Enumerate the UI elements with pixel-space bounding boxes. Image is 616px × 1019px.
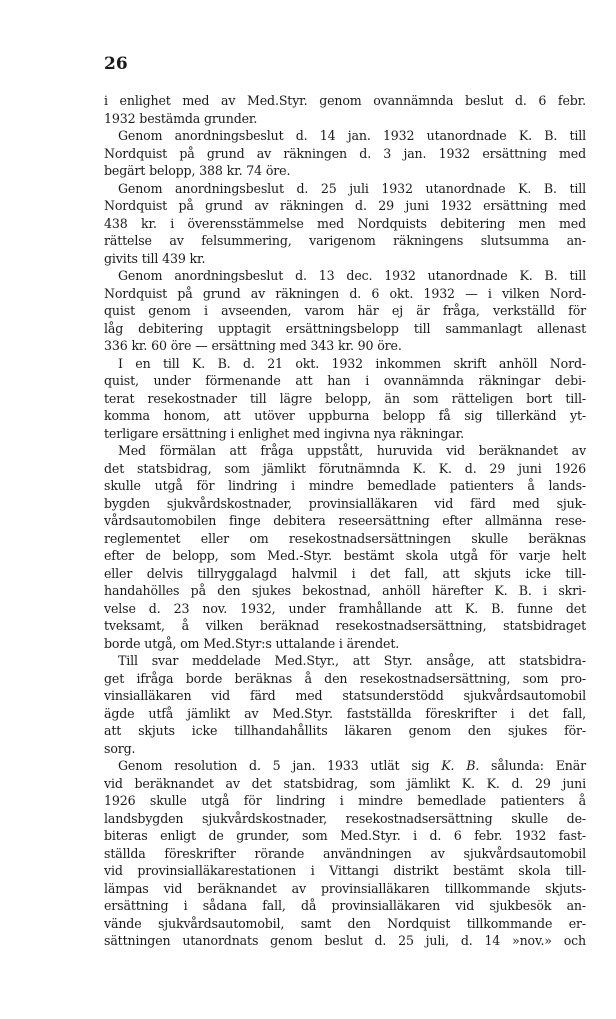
text-line: I en till K. B. d. 21 okt. 1932 inkommen skrift anhöll Nord- (118, 355, 586, 371)
text-line: landsbygden sjukvårdskostnader, resekostnadsersättning skulle de- (104, 810, 586, 826)
text-line: get ifråga borde beräknas å den resekostnadsersättning, som pro- (104, 670, 586, 686)
text-line: givits till 439 kr. (104, 250, 206, 266)
text-line: 438 kr. i överensstämmelse med Nordquists debitering men med (104, 215, 586, 231)
text-line: vårdsautomobilen finge debitera reseersättning efter allmänna rese- (104, 513, 586, 528)
text-line: sättningen utanordnats genom beslut d. 25 juli, d. 14 »nov.» och (104, 933, 586, 948)
text-line: Nordquist på grund av räkningen d. 3 jan. 1932 ersättning med (104, 145, 586, 161)
text-line: att skjuts icke tillhandahållits läkaren genom den sjukes för- (104, 723, 586, 738)
text-line: ägde utfå jämlikt av Med.Styr. fastställda föreskrifter i det fall, (104, 705, 586, 721)
text-line: terligare ersättning i enlighet med ingivna nya räkningar. (104, 425, 464, 441)
text-line: låg debitering upptagit ersättningsbelopp till sammanlagt allenast (104, 320, 586, 336)
text-line: handahölles på den sjukes bekostnad, anhöll härefter K. B. i skri- (104, 583, 586, 598)
text-line: eller delvis tillryggalagd halvmil i det fall, att skjuts icke till- (104, 565, 586, 581)
text-line: vände sjukvårdsautomobil, samt den Nordquist tillkommande er- (104, 915, 586, 931)
text-line: sorg. (104, 740, 136, 756)
text-line: Genom anordningsbeslut d. 14 jan. 1932 utanordnade K. B. till (118, 128, 586, 143)
body-text (104, 92, 586, 950)
text-line: vinsialläkaren vid färd med statsunderstödd sjukvårdsautomobil (104, 688, 586, 703)
text-line: velse d. 23 nov. 1932, under framhållande att K. B. funne det (104, 600, 586, 616)
text-line: 1932 bestämda grunder. (104, 110, 258, 126)
text-line: vid beräknandet av det statsbidrag, som jämlikt K. K. d. 29 juni (104, 775, 586, 791)
text-line: ställda föreskrifter rörande användningen av sjukvårdsautomobil (104, 845, 586, 861)
text-line: Nordquist på grund av räkningen d. 6 okt. 1932 — i vilken Nord- (104, 285, 586, 301)
text-line: komma honom, att utöver uppburna belopp få sig tillerkänd yt- (104, 408, 586, 423)
text-line: quist genom i avseenden, varom här ej är fråga, verkställd för (104, 303, 586, 318)
text-line: Nordquist på grund av räkningen d. 29 juni 1932 ersättning med (104, 198, 586, 213)
text-line: Genom anordningsbeslut d. 13 dec. 1932 utanordnade K. B. till (118, 268, 586, 283)
text-line: vid provinsialläkarestationen i Vittangi distrikt bestämt skola till- (104, 863, 586, 878)
text-line: 1926 skulle utgå för lindring i mindre bemedlade patienters å (104, 793, 586, 808)
page-number: 26 (104, 54, 128, 74)
text-line: i enlighet med av Med.Styr. genom ovannämnda beslut d. 6 febr. (104, 93, 586, 108)
text-line: efter de belopp, som Med.-Styr. bestämt skola utgå för varje helt (104, 548, 586, 563)
text-line: rättelse av felsummering, varigenom räkningens slutsumma an- (104, 233, 586, 248)
text-line: skulle utgå för lindring i mindre bemedlade patienters å lands- (104, 478, 586, 493)
text-line: terat resekostnader till lägre belopp, än som rätteligen bort till- (104, 390, 586, 406)
text-line: begärt belopp, 388 kr. 74 öre. (104, 163, 291, 178)
text-line: bygden sjukvårdskostnader, provinsialläkaren vid färd med sjuk- (104, 495, 586, 511)
text-line: Till svar meddelade Med.Styr., att Styr. ansåge, att statsbidra- (118, 653, 586, 668)
text-line: tveksamt, å vilken beräknad resekostnadsersättning, statsbidraget (104, 618, 586, 633)
text-line: ersättning i sådana fall, då provinsialläkaren vid sjukbesök an- (104, 898, 586, 913)
text-line: det statsbidrag, som jämlikt förutnämnda K. K. d. 29 juni 1926 (104, 460, 586, 476)
text-line: Med förmälan att fråga uppstått, huruvida vid beräknandet av (118, 443, 586, 458)
text-line: 336 kr. 60 öre — ersättning med 343 kr. 90 öre. (104, 338, 402, 353)
text-line: reglementet eller om resekostnadsersättningen skulle beräknas (104, 530, 586, 546)
text-line: quist, under förmenande att han i ovannämnda räkningar debi- (104, 373, 586, 388)
text-line: lämpas vid beräknandet av provinsialläkaren tillkommande skjuts- (104, 880, 586, 896)
text-line: biteras enligt de grunder, som Med.Styr. i d. 6 febr. 1932 fast- (104, 828, 586, 843)
text-line: borde utgå, om Med.Styr:s uttalande i ärendet. (104, 635, 400, 651)
text-line: Genom resolution d. 5 jan. 1933 utlät sig K. B. sålunda: Enär (118, 758, 586, 773)
text-line: Genom anordningsbeslut d. 25 juli 1932 utanordnade K. B. till (118, 180, 586, 196)
